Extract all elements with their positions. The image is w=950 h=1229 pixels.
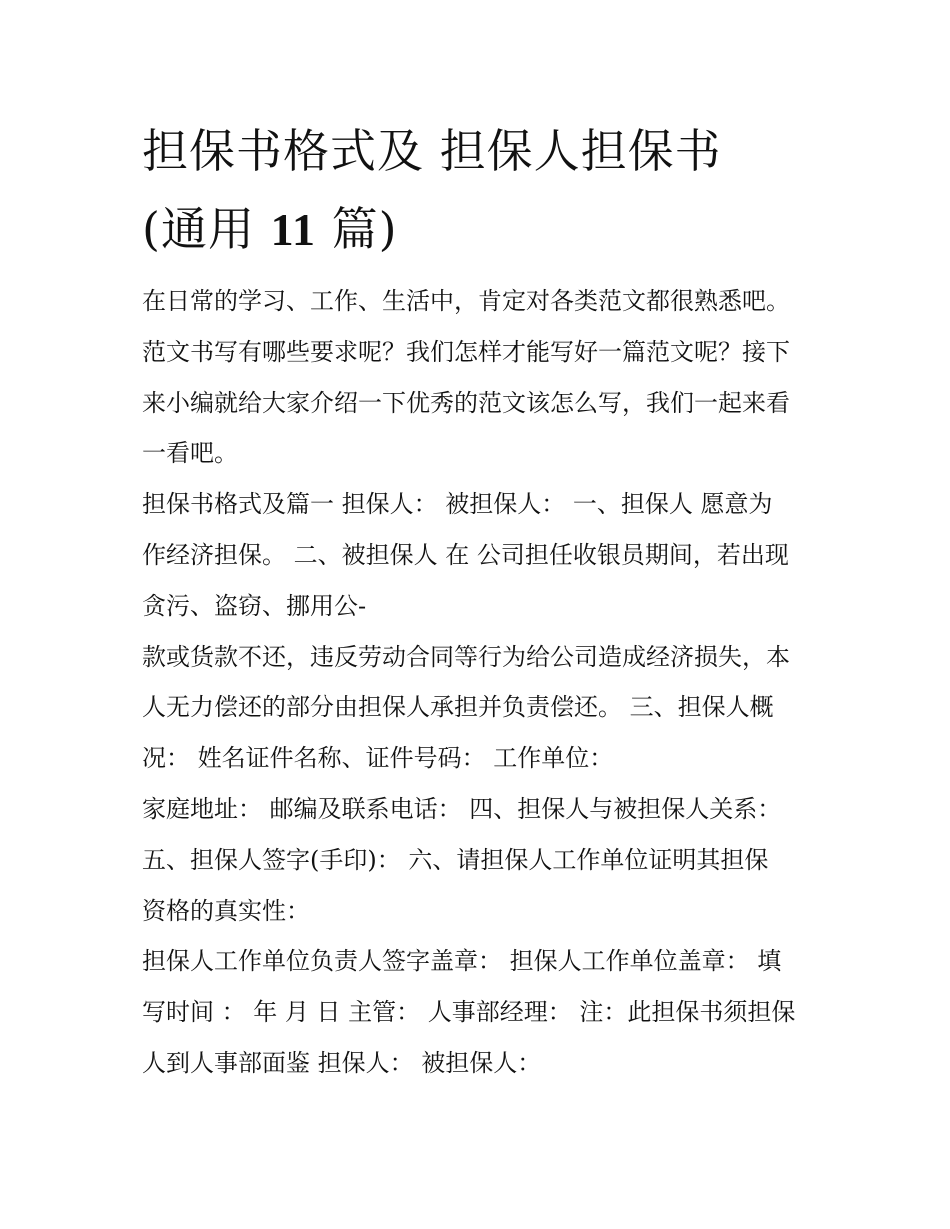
- text-line: 作经济担保。 二、被担保人 在 公司担任收银员期间，若出现: [142, 540, 789, 569]
- text-line: 来小编就给大家介绍一下优秀的范文该怎么写，我们一起来看: [142, 388, 790, 417]
- body-text: [142, 276, 822, 1089]
- paragraph-intro: [142, 276, 822, 479]
- text-line: 资格的真实性：: [142, 896, 310, 925]
- title-line-2: [142, 190, 842, 269]
- text-line: 家庭地址： 邮编及联系电话： 四、担保人与被担保人关系：: [142, 794, 782, 823]
- text-line: 一看吧。: [142, 439, 238, 468]
- text-line: 款或货款不还，违反劳动合同等行为给公司造成经济损失，本: [142, 642, 790, 671]
- text-line: 五、担保人签字(手印)： 六、请担保人工作单位证明其担保: [142, 845, 769, 874]
- text-line: 况： 姓名证件名称、证件号码： 工作单位：: [142, 744, 614, 773]
- text-line: 担保人工作单位负责人签字盖章： 担保人工作单位盖章： 填: [142, 947, 782, 976]
- title-line-1: 担保书格式及 担保人担保书: [142, 124, 722, 178]
- title-line-2-open: (通用: [142, 202, 271, 256]
- text-line: 范文书写有哪些要求呢？我们怎样才能写好一篇范文呢？接下: [142, 337, 790, 366]
- text-line: 担保书格式及篇一 担保人： 被担保人： 一、担保人 愿意为: [142, 490, 773, 519]
- text-line: 人无力偿还的部分由担保人承担并负责偿还。 三、担保人概: [142, 693, 774, 722]
- title-count: 11: [270, 204, 317, 255]
- text-line: 在日常的学习、工作、生活中，肯定对各类范文都很熟悉吧。: [142, 287, 790, 315]
- text-line: 贪污、盗窃、挪用公-: [142, 591, 367, 620]
- paragraph-liability: [142, 632, 822, 784]
- page-title: [142, 112, 842, 269]
- paragraph-contact: [142, 784, 822, 936]
- text-line: 写时间 ： 年 月 日 主管： 人事部经理： 注：此担保书须担保: [142, 998, 796, 1027]
- text-line: 人到人事部面鉴 担保人： 被担保人：: [142, 1048, 542, 1077]
- paragraph-signatures: [142, 936, 822, 1088]
- paragraph-guarantor-intro: [142, 479, 822, 631]
- title-line-2-close: 篇): [316, 202, 398, 256]
